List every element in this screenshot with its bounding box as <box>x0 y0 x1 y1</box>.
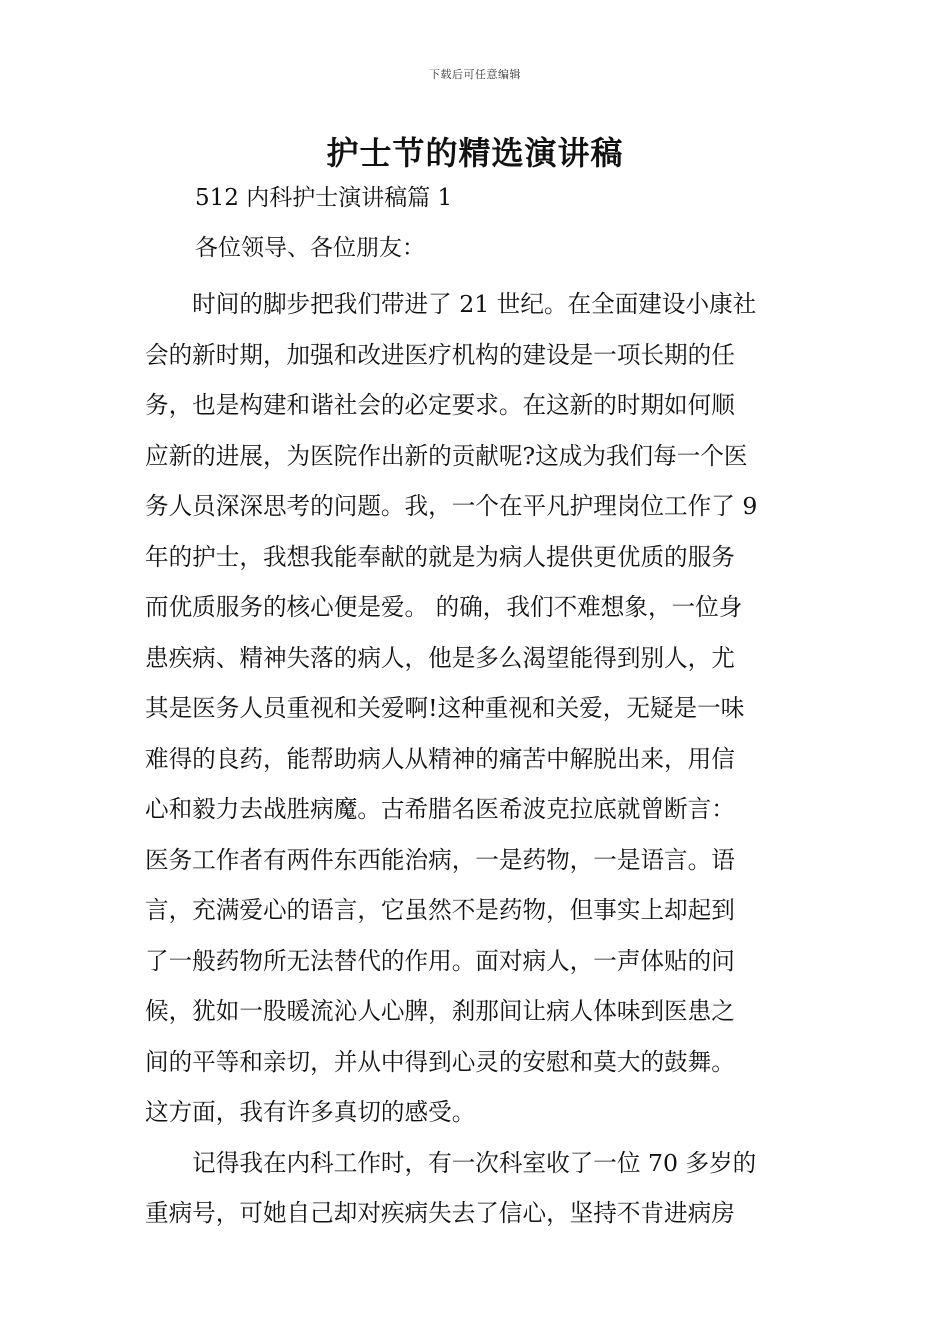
body-line: 候，犹如一股暖流沁人心脾，刹那间让病人体味到医患之 <box>145 997 735 1025</box>
body-line: 务人员深深思考的问题。我，一个在平凡护理岗位工作了 9 <box>145 492 758 520</box>
body-line: 难得的良药，能帮助病人从精神的痛苦中解脱出来，用信 <box>145 744 735 773</box>
body-line: 其是医务人员重视和关爱啊!这种重视和关爱，无疑是一味 <box>145 694 745 722</box>
body-line: 务，也是构建和谐社会的必定要求。在这新的时期如何顺 <box>145 391 735 419</box>
body-line: 年的护士，我想我能奉献的就是为病人提供更优质的服务 <box>145 542 735 571</box>
body-line: 会的新时期，加强和改进医疗机构的建设是一项长期的任 <box>145 340 735 369</box>
body-line: 心和毅力去战胜病魔。古希腊名医希波克拉底就曾断言： <box>145 795 735 823</box>
body-line: 这方面，我有许多真切的感受。 <box>145 1098 476 1126</box>
body-line: 间的平等和亲切，并从中得到心灵的安慰和莫大的鼓舞。 <box>145 1047 735 1076</box>
header-note: 下载后可任意编辑 <box>429 68 521 81</box>
body-line: 时间的脚步把我们带进了 21 世纪。在全面建设小康社 <box>145 290 757 318</box>
body-text <box>145 279 805 1239</box>
body-line: 记得我在内科工作时，有一次科室收了一位 70 多岁的 <box>145 1148 757 1177</box>
body-line: 重病号，可她自己却对疾病失去了信心，坚持不肯进病房 <box>145 1199 735 1227</box>
body-line: 应新的进展，为医院作出新的贡献呢?这成为我们每一个医 <box>145 441 748 470</box>
body-line: 了一般药物所无法替代的作用。面对病人，一声体贴的问 <box>145 946 735 975</box>
body-line: 言，充满爱心的语言，它虽然不是药物，但事实上却起到 <box>145 896 735 924</box>
section-subtitle: 512 内科护士演讲稿篇 1 <box>195 185 453 211</box>
body-line: 而优质服务的核心便是爱。 的确，我们不难想象，一位身 <box>145 593 743 621</box>
body-line: 患疾病、精神失落的病人，他是多么渴望能得到别人，尤 <box>145 643 735 672</box>
document-title: 护士节的精选演讲稿 <box>326 134 624 172</box>
salutation: 各位领导、各位朋友： <box>195 235 425 261</box>
body-line: 医务工作者有两件东西能治病，一是药物，一是语言。语 <box>145 845 735 874</box>
